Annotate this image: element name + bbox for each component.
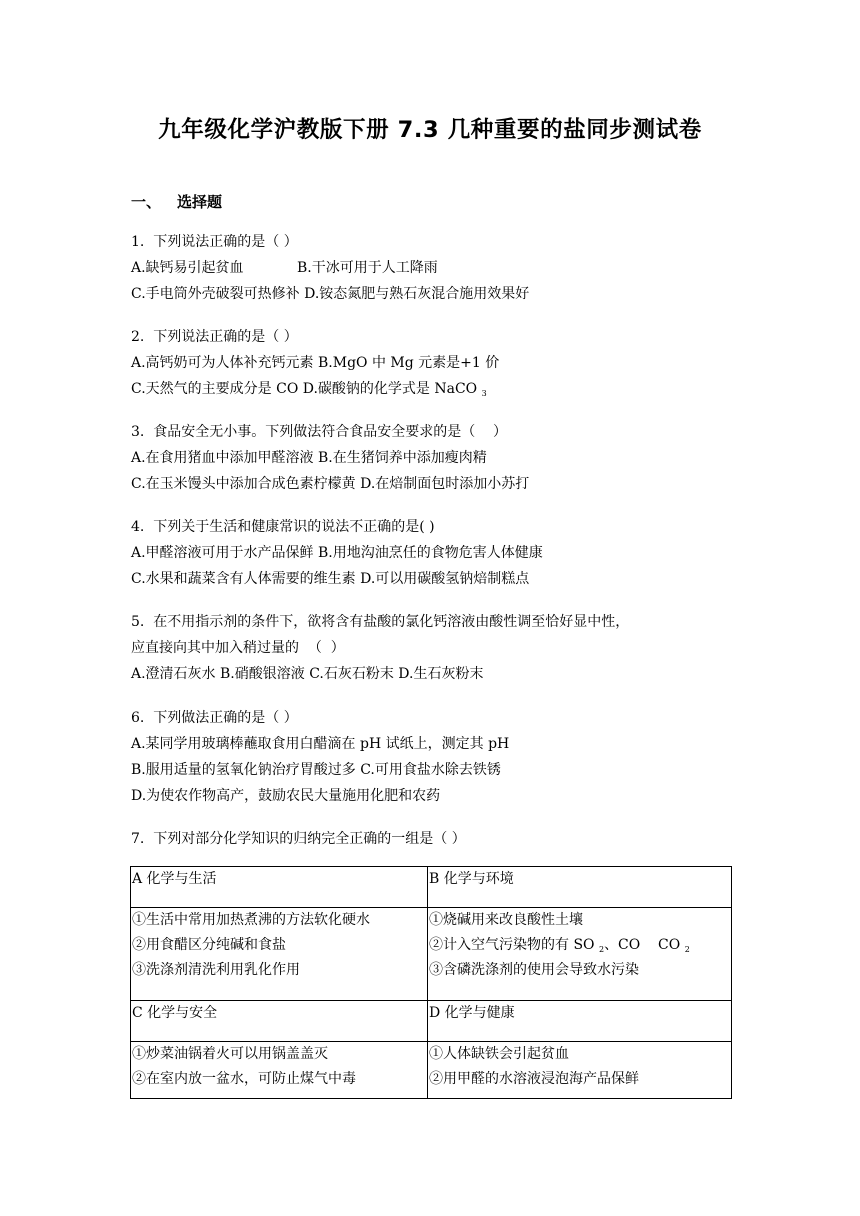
question-stem: 5. 在不用指示剂的条件下，欲将含有盐酸的氯化钙溶液由酸性调至恰好显中性， [131,614,630,630]
option-text: C.天然气的主要成分是 CO D.碳酸钠的化学式是 NaCO [131,381,482,397]
option-line: B.服用适量的氢氧化钠治疗胃酸过多 C.可用食盐水除去铁锈 [131,762,501,778]
question-6 [131,705,731,809]
question-stem: 6. 下列做法正确的是（ ） [131,710,298,726]
question-4 [131,514,731,592]
item-line: ②计入空气污染物的有 SO $_2$、CO CO $_2$ [429,937,690,954]
question-stem: 7. 下列对部分化学知识的归纳完全正确的一组是（ ） [131,831,466,847]
item-line: ③洗涤剂清洗利用乳化作用 [132,962,300,978]
option-line: D.为使农作物高产，鼓励农民大量施用化肥和农药 [131,788,441,804]
question-stem: 1. 下列说法正确的是（ ） [131,234,298,250]
table-cell-a [131,908,428,1001]
option-line: A.甲醛溶液可用于水产品保鲜 B.用地沟油烹任的食物危害人体健康 [131,545,543,561]
option-line: A.澄清石灰水 B.硝酸银溶液 C.石灰石粉末 D.生石灰粉末 [131,666,484,682]
question-stem-continued: 应直接向其中加入稍过量的 （ ） [131,640,345,656]
item-line: ②用食醋区分纯碱和食盐 [132,937,286,953]
section-number: 一、 [131,193,162,211]
item-line: ①人体缺铁会引起贫血 [429,1046,569,1062]
item-line: ①炒菜油锅着火可以用锅盖盖灭 [132,1046,328,1062]
table-header-b: B 化学与环境 [428,867,732,908]
section-heading [131,191,222,212]
question-stem: 2. 下列说法正确的是（ ） [131,329,298,345]
subscript: 3 [481,389,487,398]
option-line: A.缺钙易引起贫血 B.干冰可用于人工降雨 [131,260,438,276]
item-line: ③含磷洗涤剂的使用会导致水污染 [429,962,639,978]
page-title: 九年级化学沪教版下册 7.3 几种重要的盐同步测试卷 [158,117,702,143]
knowledge-table [130,866,732,1099]
table-header-c: C 化学与安全 [131,1001,428,1042]
table-row [131,1042,732,1099]
table-header-a: A 化学与生活 [131,867,428,908]
question-7 [131,826,731,852]
question-stem: 3. 食品安全无小事。下列做法符合食品安全要求的是（ ） [131,424,508,440]
question-3 [131,419,731,497]
item-line: ②用甲醛的水溶液浸泡海产品保鲜 [429,1071,639,1087]
question-stem: 4. 下列关于生活和健康常识的说法不正确的是( ) [131,519,435,535]
table-row [131,1001,732,1042]
question-1 [131,229,731,307]
table-cell-c [131,1042,428,1099]
option-line: C.水果和蔬菜含有人体需要的维生素 D.可以用碳酸氢钠焙制糕点 [131,571,530,587]
table-header-d: D 化学与健康 [428,1001,732,1042]
option-line: A.高钙奶可为人体补充钙元素 B.MgO 中 Mg 元素是+1 价 [131,355,500,371]
option-line [131,376,731,402]
item-line: ①烧碱用来改良酸性土壤 [429,912,583,928]
question-2 [131,324,731,402]
table-cell-d [428,1042,732,1099]
option-line: A.某同学用玻璃棒蘸取食用白醋滴在 pH 试纸上，测定其 pH [131,736,510,752]
option-line: C.在玉米馒头中添加合成色素柠檬黄 D.在焙制面包时添加小苏打 [131,476,530,492]
subscript: 2 [684,945,690,954]
item-line: ①生活中常用加热煮沸的方法软化硬水 [132,912,370,928]
table-row [131,908,732,1001]
option-line: C.手电筒外壳破裂可热修补 D.铵态氮肥与熟石灰混合施用效果好 [131,286,530,302]
subscript: 2 [598,945,605,954]
item-line: ②在室内放一盆水，可防止煤气中毒 [132,1071,356,1087]
table-row [131,867,732,908]
option-line: A.在食用猪血中添加甲醛溶液 B.在生猪饲养中添加瘦肉精 [131,450,487,466]
section-label: 选择题 [177,193,223,211]
table-cell-b [428,908,732,1001]
question-5 [131,609,731,687]
